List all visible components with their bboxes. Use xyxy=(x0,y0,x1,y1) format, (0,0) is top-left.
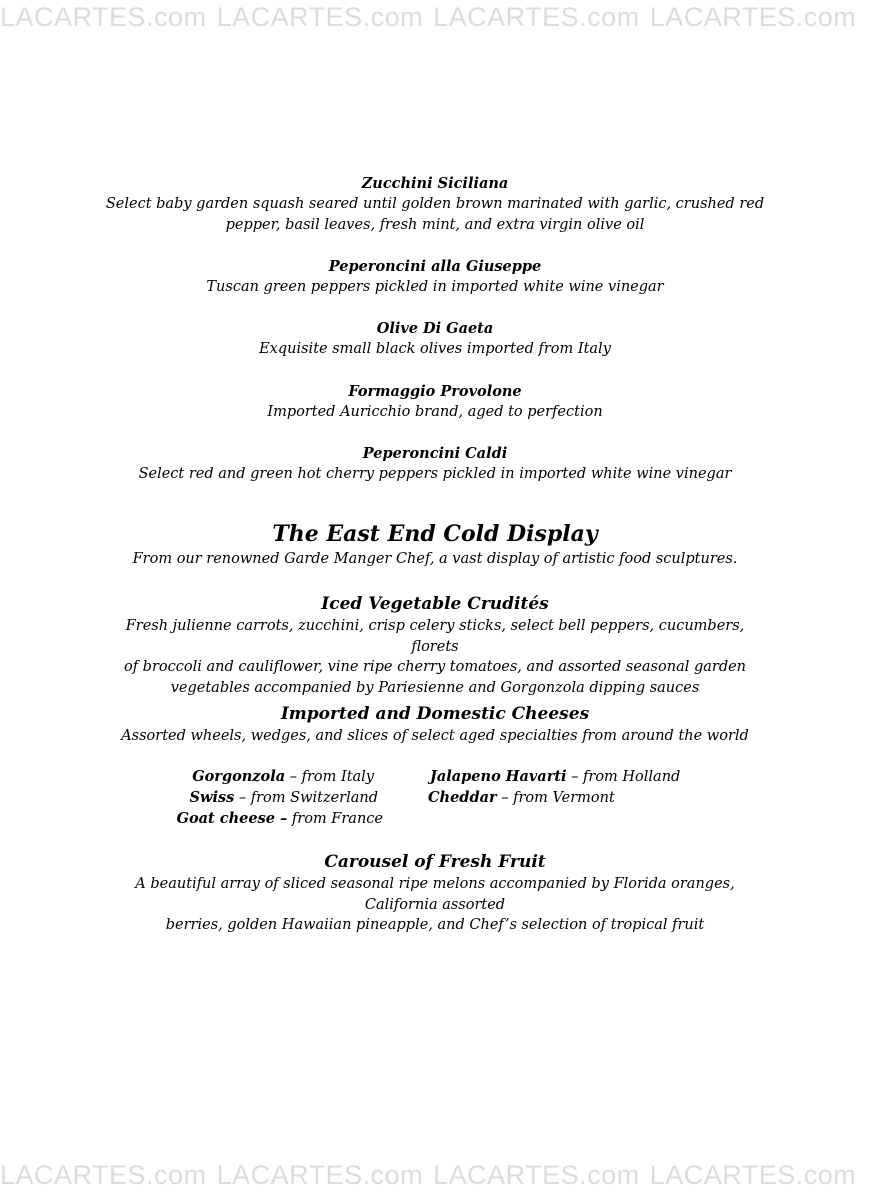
cheese-list xyxy=(0,766,870,832)
watermark-text: LACARTES.com xyxy=(433,1160,640,1190)
menu-item-zucchini xyxy=(100,174,770,235)
item-desc-line: vegetables accompanied by Pariesienne and Gorgonzola dipping sauces xyxy=(170,679,700,696)
menu-item-provolone xyxy=(100,382,770,423)
section-title: The East End Cold Display xyxy=(272,521,598,547)
menu-item-crudites xyxy=(100,592,770,698)
watermark-text: LACARTES.com xyxy=(0,2,207,32)
item-name: Peperoncini alla Giuseppe xyxy=(328,258,542,275)
cheese-origin: – from Italy xyxy=(285,769,374,785)
watermark-text: LACARTES.com xyxy=(649,1160,857,1190)
cheese-name: Gorgonzola xyxy=(192,768,286,785)
menu-item-olive xyxy=(100,319,770,360)
watermark-text: LACARTES.com xyxy=(216,2,424,32)
cheese-name: Swiss xyxy=(189,789,235,806)
menu-item-fresh-fruit xyxy=(100,850,770,936)
watermark-text: LACARTES.com xyxy=(216,1160,424,1190)
item-desc-line: Fresh julienne carrots, zucchini, crisp celery sticks, select bell peppers, cucumbers, florets xyxy=(125,618,745,655)
item-desc-line: of broccoli and cauliflower, vine ripe cherry tomatoes, and assorted seasonal garden xyxy=(123,659,747,675)
watermark-top xyxy=(0,2,870,33)
item-name: Iced Vegetable Crudités xyxy=(321,594,549,614)
cheese-item xyxy=(428,787,615,809)
item-name: Imported and Domestic Cheeses xyxy=(280,704,590,724)
cheese-origin: – from Switzerland xyxy=(234,790,378,806)
menu-item-peperoncini-caldi xyxy=(100,444,770,485)
item-desc-line: pepper, basil leaves, fresh mint, and extra virgin olive oil xyxy=(225,216,645,233)
item-name: Olive Di Gaeta xyxy=(376,320,494,337)
cheese-item xyxy=(177,808,383,830)
menu-item-peperoncini-giuseppe xyxy=(100,257,770,298)
cheese-name: Jalapeno Havarti xyxy=(430,768,567,785)
menu-item-cheeses xyxy=(100,702,770,747)
item-desc-line: berries, golden Hawaiian pineapple, and Chef’s selection of tropical fruit xyxy=(165,917,705,933)
item-desc-line: A beautiful array of sliced seasonal ripe melons accompanied by Florida oranges, xyxy=(135,876,735,892)
item-name: Peperoncini Caldi xyxy=(362,445,508,462)
cheese-item xyxy=(192,766,374,788)
cheese-name: Cheddar xyxy=(428,789,497,806)
cheese-item xyxy=(430,766,680,788)
item-desc-line: Assorted wheels, wedges, and slices of select aged specialties from around the world xyxy=(121,728,749,744)
watermark-bottom xyxy=(0,1160,870,1191)
cheese-origin: – from Holland xyxy=(566,769,681,785)
item-desc-line: California assorted xyxy=(364,896,506,913)
item-desc-line: Exquisite small black olives imported from Italy xyxy=(259,341,611,357)
section-cold-display xyxy=(100,519,770,570)
watermark-text: LACARTES.com xyxy=(433,2,640,32)
item-desc-line: Select baby garden squash seared until golden brown marinated with garlic, crushed red xyxy=(105,196,765,212)
item-desc-line: Imported Auricchio brand, aged to perfection xyxy=(267,404,603,420)
cheese-name: Goat cheese – xyxy=(176,810,288,827)
cheese-origin: from France xyxy=(287,811,383,827)
item-name: Zucchini Siciliana xyxy=(361,175,509,192)
item-desc-line: Select red and green hot cherry peppers pickled in imported white wine vinegar xyxy=(138,466,732,482)
cheese-item xyxy=(189,787,378,809)
watermark-text: LACARTES.com xyxy=(0,1160,207,1190)
watermark-text: LACARTES.com xyxy=(649,2,857,32)
item-name: Formaggio Provolone xyxy=(348,383,522,400)
item-desc-line: Tuscan green peppers pickled in imported white wine vinegar xyxy=(206,279,664,295)
section-subtitle: From our renowned Garde Manger Chef, a vast display of artistic food sculptures. xyxy=(132,551,738,567)
item-name: Carousel of Fresh Fruit xyxy=(324,852,546,872)
cheese-origin: – from Vermont xyxy=(496,790,615,806)
